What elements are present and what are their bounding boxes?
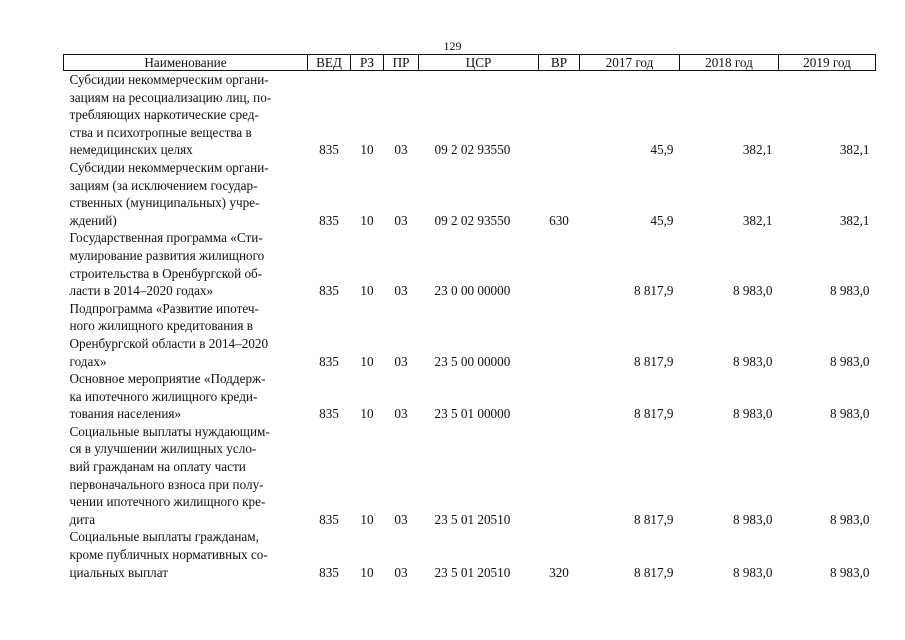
cell-2017: 45,9 [650,212,674,228]
cell-2019: 8 983,0 [829,283,870,299]
cell-csr: 09 2 02 93550 [434,212,511,228]
name-line: ного жилищного кредитования в [69,318,253,334]
cell-rz: 10 [360,283,374,299]
table-row [64,528,876,581]
name-line: Государственная программа «Сти- [69,230,263,246]
name-line: вий гражданам на оплату части [69,459,246,475]
name-line: зациям на ресоциализацию лиц, по- [69,89,272,105]
name-line: чении ипотечного жилищного кре- [69,494,266,510]
name-line: ласти в 2014–2020 годах» [69,283,214,299]
cell-2018: 382,1 [742,212,773,228]
cell-2018: 8 983,0 [732,511,773,527]
name-line: Субсидии некоммерческим органи- [69,72,269,87]
cell-pr: 03 [394,564,408,580]
cell-rz: 10 [360,511,374,527]
name-line: ся в улучшении жилищных усло- [69,441,257,457]
cell-2018: 8 983,0 [732,283,773,299]
cell-2017: 45,9 [650,142,674,158]
cell-csr: 23 5 01 20510 [434,564,511,580]
cell-ved: 835 [319,511,339,527]
header-pr: ПР [384,55,419,71]
cell-2019: 8 983,0 [829,406,870,422]
header-vr: ВР [539,55,580,71]
cell-vr [539,370,580,423]
name-line: требляющих наркотические сред- [69,107,259,123]
cell-name [64,300,308,370]
name-line: тования населения» [69,406,182,422]
cell-rz: 10 [360,564,374,580]
table-header-row [64,55,876,71]
cell-ved: 835 [319,564,339,580]
name-line: первоначального взноса при полу- [69,476,264,492]
table-row [64,229,876,299]
cell-2017: 8 817,9 [633,564,674,580]
cell-rz: 10 [360,142,374,158]
cell-name [64,423,308,529]
budget-table [63,54,876,581]
cell-vr [539,423,580,529]
cell-rz: 10 [360,406,374,422]
cell-2018: 8 983,0 [732,406,773,422]
cell-vr [539,229,580,299]
cell-2019: 8 983,0 [829,353,870,369]
cell-name [64,370,308,423]
cell-name [64,71,308,159]
cell-vr: 630 [549,212,569,228]
table-row [64,423,876,529]
name-line: ственных (муниципальных) учре- [69,195,260,211]
cell-csr: 09 2 02 93550 [434,142,511,158]
cell-rz: 10 [360,353,374,369]
cell-vr [539,300,580,370]
cell-2018: 8 983,0 [732,564,773,580]
cell-pr: 03 [394,406,408,422]
cell-pr: 03 [394,283,408,299]
name-line: Основное мероприятие «Поддерж- [69,371,266,387]
cell-csr: 23 5 01 20510 [434,511,511,527]
header-csr: ЦСР [419,55,539,71]
cell-vr [539,71,580,159]
name-line: Оренбургской области в 2014–2020 [69,335,269,351]
cell-2019: 8 983,0 [829,564,870,580]
cell-2017: 8 817,9 [633,511,674,527]
cell-ved: 835 [319,283,339,299]
table-body [64,71,876,582]
cell-2018: 382,1 [742,142,773,158]
cell-ved: 835 [319,353,339,369]
name-line: ства и психотропные вещества в [69,124,252,140]
name-line: Подпрограмма «Развитие ипотеч- [69,300,259,316]
name-line: Субсидии некоммерческим органи- [69,159,269,175]
header-name: Наименование [64,55,308,71]
cell-name [64,229,308,299]
name-line: Социальные выплаты гражданам, [69,529,259,545]
header-2017: 2017 год [580,55,680,71]
cell-2018: 8 983,0 [732,353,773,369]
name-line: циальных выплат [69,564,168,580]
cell-vr: 320 [549,564,569,580]
cell-2017: 8 817,9 [633,406,674,422]
cell-ved: 835 [319,142,339,158]
cell-csr: 23 0 00 00000 [434,283,511,299]
cell-name [64,159,308,229]
cell-csr: 23 5 01 00000 [434,406,511,422]
cell-csr: 23 5 00 00000 [434,353,511,369]
name-line: зациям (за исключением государ- [69,177,258,193]
table-row [64,159,876,229]
table-row [64,370,876,423]
cell-2019: 8 983,0 [829,511,870,527]
cell-ved: 835 [319,406,339,422]
cell-pr: 03 [394,353,408,369]
header-2018: 2018 год [680,55,779,71]
cell-pr: 03 [394,212,408,228]
header-2019: 2019 год [779,55,876,71]
name-line: немедицинских целях [69,142,193,158]
cell-ved: 835 [319,212,339,228]
cell-pr: 03 [394,511,408,527]
name-line: кроме публичных нормативных со- [69,547,268,563]
table-row [64,71,876,159]
page-number: 129 [443,39,462,53]
cell-2017: 8 817,9 [633,353,674,369]
header-ved: ВЕД [308,55,351,71]
name-line: ка ипотечного жилищного креди- [69,388,258,404]
cell-name [64,528,308,581]
name-line: мулирование развития жилищного [69,247,265,263]
name-line: годах» [69,353,107,369]
header-rz: РЗ [351,55,384,71]
name-line: Социальные выплаты нуждающим- [69,423,270,439]
cell-2017: 8 817,9 [633,283,674,299]
cell-rz: 10 [360,212,374,228]
name-line: ждений) [69,212,117,228]
name-line: строительства в Оренбургской об- [69,265,263,281]
name-line: дита [69,511,96,527]
table-row [64,300,876,370]
cell-pr: 03 [394,142,408,158]
cell-2019: 382,1 [839,212,870,228]
cell-2019: 382,1 [839,142,870,158]
